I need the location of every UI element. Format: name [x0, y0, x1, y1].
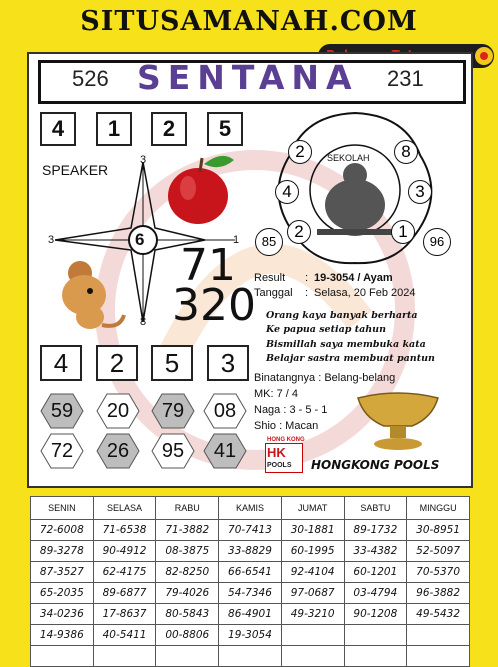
table-cell: 87-3527 [31, 562, 94, 583]
table-cell [281, 625, 344, 646]
table-row [31, 646, 470, 667]
hex-number [151, 433, 195, 469]
table-cell: 33-4382 [344, 541, 407, 562]
hk-small-label: HONG KONG [267, 437, 305, 443]
table-row [31, 583, 470, 604]
hex-value: 20 [106, 400, 130, 422]
table-cell [344, 646, 407, 667]
top-digit: 1 [96, 112, 132, 146]
table-cell: 60-1201 [344, 562, 407, 583]
table-cell: 49-5432 [407, 604, 470, 625]
mouse-cartoon-icon [50, 255, 128, 335]
date-label: Tanggal [254, 287, 293, 299]
table-cell [281, 646, 344, 667]
table-cell: 79-4026 [156, 583, 219, 604]
table-cell [156, 646, 219, 667]
table-row [31, 604, 470, 625]
buddha-circle: 2 [287, 220, 311, 244]
table-cell: 96-3882 [407, 583, 470, 604]
table-cell [93, 646, 156, 667]
buddha-outer-left: 85 [255, 228, 283, 256]
hex-number [40, 433, 84, 469]
table-cell: 97-0687 [281, 583, 344, 604]
table-cell: 60-1995 [281, 541, 344, 562]
table-cell: 89-6877 [93, 583, 156, 604]
compass-right: 1 [233, 234, 240, 246]
table-cell: 08-3875 [156, 541, 219, 562]
table-header-cell: KAMIS [219, 497, 282, 520]
buddha-circle: 2 [288, 140, 312, 164]
table-row [31, 625, 470, 646]
table-row [31, 541, 470, 562]
bottom-digit: 3 [207, 345, 249, 381]
buddha-outer-right: 96 [423, 228, 451, 256]
hex-number [203, 433, 247, 469]
buddha-circle: 1 [391, 220, 415, 244]
header-right-number: 231 [387, 66, 424, 91]
buddha-circle: 4 [275, 180, 299, 204]
table-cell [407, 646, 470, 667]
hex-value: 95 [161, 440, 185, 462]
hongkong-pools-title: HONGKONG POOLS [311, 458, 440, 472]
table-cell: 72-6008 [31, 520, 94, 541]
table-header-cell: RABU [156, 497, 219, 520]
compass-left: 3 [48, 234, 55, 246]
top-digit: 4 [40, 112, 76, 146]
table-cell: 34-0236 [31, 604, 94, 625]
table-header-cell: SELASA [93, 497, 156, 520]
table-cell: 52-5097 [407, 541, 470, 562]
table-header-cell: SENIN [31, 497, 94, 520]
motto-line: Orang kaya banyak berharta [266, 310, 418, 321]
table-header-cell: JUMAT [281, 497, 344, 520]
bottom-digit: 2 [96, 345, 138, 381]
top-digit: 2 [151, 112, 187, 146]
hk-logo: HK [267, 445, 286, 460]
motto-line: Belajar sastra membuat pantun [266, 353, 435, 364]
bottom-digit: 4 [40, 345, 82, 381]
table-row [31, 562, 470, 583]
table-cell: 19-3054 [219, 625, 282, 646]
table-cell: 62-4175 [93, 562, 156, 583]
table-cell: 33-8829 [219, 541, 282, 562]
header-left-number: 526 [72, 66, 109, 91]
buddha-label: SEKOLAH [327, 153, 370, 163]
shio-info: Shio : Macan [254, 420, 319, 432]
table-cell: 89-1732 [344, 520, 407, 541]
table-cell: 03-4794 [344, 583, 407, 604]
table-cell: 70-7413 [219, 520, 282, 541]
table-cell [407, 625, 470, 646]
hex-value: 59 [50, 400, 74, 422]
hex-number [151, 393, 195, 429]
compass-top: 3 [140, 154, 147, 166]
hex-number [96, 393, 140, 429]
table-cell: 70-5370 [407, 562, 470, 583]
table-header-cell: SABTU [344, 497, 407, 520]
result-value: 19-3054 / Ayam [314, 272, 393, 284]
result-label: Result [254, 272, 286, 284]
table-cell: 80-5843 [156, 604, 219, 625]
hex-value: 26 [106, 440, 130, 462]
table-cell: 92-4104 [281, 562, 344, 583]
top-digit: 5 [207, 112, 243, 146]
prediction-2d: 71 [180, 240, 236, 291]
table-cell: 17-8637 [93, 604, 156, 625]
motto-line: Bismillah saya membuka kata [266, 339, 426, 350]
speaker-label: SPEAKER [42, 162, 109, 178]
table-cell: 89-3278 [31, 541, 94, 562]
hex-number [40, 393, 84, 429]
table-row [31, 520, 470, 541]
table-cell: 86-4901 [219, 604, 282, 625]
mk-info: MK: 7 / 4 [254, 388, 299, 400]
naga-info: Naga : 3 - 5 - 1 [254, 404, 328, 416]
date-value: Selasa, 20 Feb 2024 [314, 287, 416, 299]
table-cell [31, 646, 94, 667]
table-cell [219, 646, 282, 667]
binatang-info: Binatangnya : Belang-belang [254, 372, 396, 384]
table-cell: 30-8951 [407, 520, 470, 541]
hex-number [203, 393, 247, 429]
prediction-3d: 320 [172, 280, 256, 331]
buddha-circle: 8 [394, 140, 418, 164]
table-cell: 66-6541 [219, 562, 282, 583]
hex-value: 41 [213, 440, 237, 462]
buddha-circle: 3 [408, 180, 432, 204]
hex-value: 79 [161, 400, 185, 422]
table-cell: 71-3882 [156, 520, 219, 541]
hex-value: 08 [213, 400, 237, 422]
site-title: SITUSAMANAH.COM [80, 6, 418, 37]
apple-icon [162, 150, 238, 226]
table-cell [344, 625, 407, 646]
motto-line: Ke papua setiap tahun [266, 324, 386, 335]
golden-bowl-icon [352, 388, 444, 452]
table-cell: 49-3210 [281, 604, 344, 625]
table-cell: 90-1208 [344, 604, 407, 625]
hex-value: 72 [50, 440, 74, 462]
table-cell: 54-7346 [219, 583, 282, 604]
table-cell: 71-6538 [93, 520, 156, 541]
hk-pools-label: POOLS [267, 462, 292, 469]
table-header-cell: MINGGU [407, 497, 470, 520]
table-cell: 65-2035 [31, 583, 94, 604]
compass-bottom: 8 [140, 316, 147, 328]
brand-title: SENTANA [137, 58, 359, 97]
bottom-digit: 5 [151, 345, 193, 381]
compass-center: 6 [135, 230, 145, 249]
table-body [31, 520, 470, 667]
table-cell: 30-1881 [281, 520, 344, 541]
table-cell: 00-8806 [156, 625, 219, 646]
table-cell: 14-9386 [31, 625, 94, 646]
table-cell: 40-5411 [93, 625, 156, 646]
table-cell: 82-8250 [156, 562, 219, 583]
results-table [30, 496, 470, 667]
table-header-row [31, 497, 470, 520]
table-cell: 90-4912 [93, 541, 156, 562]
hex-number [96, 433, 140, 469]
